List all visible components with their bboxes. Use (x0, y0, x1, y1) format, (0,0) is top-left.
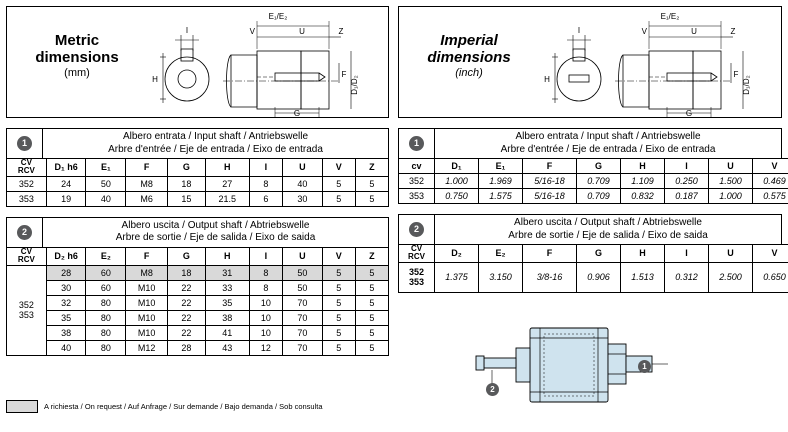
cell-e2: 3.150 (479, 262, 523, 292)
imperial-label-h: H (544, 75, 550, 84)
cell-h: 38 (205, 310, 249, 325)
metric-label-g: G (293, 109, 301, 118)
cell-u: 70 (282, 325, 322, 340)
table-row (7, 325, 389, 340)
cell-i: 10 (249, 310, 282, 325)
cv-group-353: 353 (408, 277, 425, 288)
header-d2: D₂ (435, 245, 479, 263)
cell-d2: 1.375 (435, 262, 479, 292)
header-cv-rcv (399, 245, 435, 263)
cell-u: 70 (282, 295, 322, 310)
header-u: U (282, 247, 322, 265)
cell-e1: 1.575 (479, 189, 523, 204)
metric-label-h: H (152, 75, 158, 84)
metric-section2-header (6, 217, 389, 247)
cell-e1: 40 (86, 191, 126, 206)
cell-u: 30 (282, 191, 322, 206)
cell-v: 5 (322, 310, 355, 325)
footnote-swatch (6, 400, 38, 413)
cell-f: 5/16-18 (523, 189, 577, 204)
imperial-section2-title-line1: Albero uscita / Output shaft / Abtriebswelle (514, 217, 702, 228)
cell-i: 12 (249, 340, 282, 355)
cell-i: 6 (249, 191, 282, 206)
cell-i: 8 (249, 176, 282, 191)
header-z: Z (355, 159, 388, 177)
cell-d2: 35 (46, 310, 86, 325)
table-header-row (399, 245, 788, 263)
cell-g: 0.709 (577, 189, 621, 204)
header-f: F (126, 247, 168, 265)
cell-g: 0.709 (577, 174, 621, 189)
cell-i: 8 (249, 280, 282, 295)
header-cv-rcv (7, 247, 47, 265)
cell-f: M10 (126, 325, 168, 340)
cell-e2: 80 (86, 325, 126, 340)
cell-g: 18 (168, 176, 206, 191)
cell-d2: 40 (46, 340, 86, 355)
imperial-section2-badge-cell (399, 215, 435, 244)
cell-v: 5 (322, 191, 355, 206)
header-f: F (523, 245, 577, 263)
header-i: I (665, 245, 709, 263)
row-cv-group (7, 265, 47, 355)
cell-v: 5 (322, 340, 355, 355)
metric-label-i: I (185, 26, 189, 35)
metric-title-unit: (mm) (64, 66, 90, 79)
cell-h: 33 (205, 280, 249, 295)
cell-i: 10 (249, 325, 282, 340)
metric-output-shaft-table (6, 247, 389, 356)
cell-g: 18 (168, 265, 206, 280)
cell-z: 5 (355, 340, 388, 355)
cell-v: 5 (322, 280, 355, 295)
imperial-label-f: F (733, 70, 739, 79)
imperial-section2-titles (435, 215, 781, 244)
cell-z: 5 (355, 265, 388, 280)
cell-g: 22 (168, 325, 206, 340)
metric-section1-header (6, 128, 389, 158)
table-row (7, 280, 389, 295)
cell-h: 35 (205, 295, 249, 310)
header-i: I (249, 247, 282, 265)
cell-v: 0.469 (753, 174, 788, 189)
cell-f: M6 (126, 191, 168, 206)
cell-z: 5 (355, 176, 388, 191)
metric-section2-title-line1: Albero uscita / Output shaft / Abtriebswelle (121, 219, 310, 231)
cell-v: 5 (322, 265, 355, 280)
metric-label-z: Z (338, 27, 344, 36)
header-d1: D₁ (435, 159, 479, 174)
metric-section2-badge-cell (7, 218, 43, 247)
imperial-section1-title-line1: Albero entrata / Input shaft / Antriebswelle (515, 131, 701, 142)
cell-i: 10 (249, 295, 282, 310)
header-e2: E₂ (86, 247, 126, 265)
header-g: G (168, 247, 206, 265)
cell-v: 5 (322, 295, 355, 310)
imperial-label-e1e2: E₁/E₂ (660, 12, 680, 21)
table-row (399, 174, 788, 189)
cell-i: 0.250 (665, 174, 709, 189)
cell-v: 0.650 (753, 262, 788, 292)
imperial-title-line1: Imperial (440, 32, 498, 49)
cell-v: 5 (322, 325, 355, 340)
header-f: F (126, 159, 168, 177)
imperial-section2-title-line2: Arbre de sortie / Eje de salida / Eixo de saida (508, 229, 708, 241)
metric-input-shaft-table (6, 158, 389, 207)
cell-d2: 30 (46, 280, 86, 295)
footnote-text: A richiesta / On request / Auf Anfrage / Sur demande / Bajo demanda / Sob consulta (44, 402, 323, 411)
cell-h: 0.832 (621, 189, 665, 204)
section-number-badge: 1 (17, 136, 32, 151)
cell-h: 27 (205, 176, 249, 191)
header-g: G (168, 159, 206, 177)
cell-h: 21.5 (205, 191, 249, 206)
table-row (7, 191, 389, 206)
imperial-diagram-panel (398, 6, 782, 118)
header-z: Z (355, 247, 388, 265)
imperial-label-v: V (641, 27, 647, 36)
row-cv: 353 (399, 189, 435, 204)
metric-section2-titles (43, 218, 388, 247)
pump-input-badge: 1 (638, 360, 651, 373)
cell-d2: 38 (46, 325, 86, 340)
metric-diagram-panel (6, 6, 389, 118)
header-d2: D₂ h6 (46, 247, 86, 265)
cell-z: 5 (355, 191, 388, 206)
cv-group-352: 352 (18, 300, 34, 311)
metric-column (6, 6, 389, 356)
cell-e1: 1.969 (479, 174, 523, 189)
header-i: I (665, 159, 709, 174)
cell-u: 50 (282, 280, 322, 295)
metric-title-line2: dimensions (35, 48, 119, 66)
imperial-shaft-drawing (527, 7, 777, 119)
metric-label-v: V (249, 27, 255, 36)
section-number-badge: 2 (17, 225, 32, 240)
imperial-label-z: Z (730, 27, 736, 36)
row-cv: 352 (399, 174, 435, 189)
metric-panel-title (17, 33, 137, 79)
cell-u: 1.500 (709, 174, 753, 189)
header-h: H (621, 245, 665, 263)
header-rcv-label: RCV (17, 255, 35, 265)
cell-u: 2.500 (709, 262, 753, 292)
header-f: F (523, 159, 577, 174)
header-cv: cv (399, 159, 435, 174)
table-row (399, 262, 788, 292)
cell-g: 15 (168, 191, 206, 206)
cell-i: 0.312 (665, 262, 709, 292)
cell-d1: 0.750 (435, 189, 479, 204)
header-h: H (205, 159, 249, 177)
header-v: V (753, 159, 788, 174)
cell-f: M8 (126, 265, 168, 280)
table-row (7, 295, 389, 310)
imperial-section1-titles (435, 129, 781, 158)
cell-h: 43 (205, 340, 249, 355)
header-rcv-label: RCV (17, 166, 35, 176)
footnote (6, 400, 389, 413)
cell-h: 41 (205, 325, 249, 340)
cell-u: 70 (282, 340, 322, 355)
metric-label-f: F (341, 70, 347, 79)
cell-u: 70 (282, 310, 322, 325)
table-row (7, 176, 389, 191)
cell-e2: 80 (86, 340, 126, 355)
section-number-badge: 1 (409, 136, 424, 151)
cell-e2: 80 (86, 295, 126, 310)
cell-u: 1.000 (709, 189, 753, 204)
cv-group-353: 353 (18, 310, 34, 321)
metric-label-d1d2: D₁/D₂ (350, 75, 359, 95)
metric-section1-title-line1: Albero entrata / Input shaft / Antriebswelle (122, 131, 309, 142)
header-e2: E₂ (479, 245, 523, 263)
imperial-section1-title-line2: Arbre d'entrée / Eje de entrada / Eixo de entrada (500, 143, 716, 155)
table-row (7, 340, 389, 355)
imperial-section1-badge-cell (399, 129, 435, 158)
header-v: V (322, 159, 355, 177)
cell-e2: 60 (86, 280, 126, 295)
imperial-label-d1d2: D₁/D₂ (742, 75, 751, 95)
cell-d1: 1.000 (435, 174, 479, 189)
header-v: V (322, 247, 355, 265)
header-g: G (577, 245, 621, 263)
cell-g: 22 (168, 280, 206, 295)
cell-h: 31 (205, 265, 249, 280)
cell-g: 22 (168, 310, 206, 325)
header-u: U (709, 159, 753, 174)
cell-h: 1.109 (621, 174, 665, 189)
imperial-label-i: I (577, 26, 581, 35)
header-u: U (709, 245, 753, 263)
metric-label-u: U (299, 27, 305, 36)
imperial-output-shaft-table (398, 244, 788, 293)
table-header-row (7, 247, 389, 265)
metric-shaft-drawing (135, 7, 385, 119)
imperial-column (398, 6, 786, 293)
cell-f: M10 (126, 295, 168, 310)
cell-u: 40 (282, 176, 322, 191)
header-v: V (753, 245, 788, 263)
table-row (7, 265, 389, 280)
pump-output-badge: 2 (486, 383, 499, 396)
cell-d1: 19 (46, 191, 86, 206)
imperial-input-shaft-table (398, 158, 788, 204)
cell-f: M10 (126, 280, 168, 295)
imperial-title-unit: (inch) (455, 66, 483, 79)
cell-f: M8 (126, 176, 168, 191)
cell-f: M12 (126, 340, 168, 355)
cell-d1: 24 (46, 176, 86, 191)
cell-z: 5 (355, 310, 388, 325)
pump-assembly-drawing (470, 310, 700, 428)
cell-e2: 80 (86, 310, 126, 325)
cell-e1: 50 (86, 176, 126, 191)
header-d1: D₁ h6 (46, 159, 86, 177)
imperial-panel-title (409, 33, 529, 79)
metric-section1-badge-cell (7, 129, 43, 158)
row-cv-group (399, 262, 435, 292)
imperial-label-u: U (691, 27, 697, 36)
row-cv: 352 (7, 176, 47, 191)
cv-group-352: 352 (408, 267, 425, 278)
cell-d2: 28 (46, 265, 86, 280)
header-cv-label: CV (410, 244, 423, 253)
cell-v: 5 (322, 176, 355, 191)
metric-title-line1: Metric (54, 32, 100, 49)
header-h: H (621, 159, 665, 174)
cell-g: 0.906 (577, 262, 621, 292)
imperial-title-line2: dimensions (427, 48, 511, 66)
cell-z: 5 (355, 280, 388, 295)
imperial-section2-header (398, 214, 782, 244)
cell-v: 0.575 (753, 189, 788, 204)
header-cv-label: CV (20, 158, 32, 167)
header-e1: E₁ (86, 159, 126, 177)
header-h: H (205, 247, 249, 265)
header-cv-label: CV (20, 246, 32, 256)
metric-section1-title-line2: Arbre d'entrée / Eje de entrada / Eixo de entrada (108, 143, 323, 155)
header-u: U (282, 159, 322, 177)
header-g: G (577, 159, 621, 174)
cell-g: 28 (168, 340, 206, 355)
cell-e2: 60 (86, 265, 126, 280)
cell-f: 5/16-18 (523, 174, 577, 189)
metric-section1-titles (43, 129, 388, 158)
cell-i: 8 (249, 265, 282, 280)
section-number-badge: 2 (409, 222, 424, 237)
metric-label-e1e2: E₁/E₂ (268, 12, 288, 21)
imperial-label-g: G (685, 109, 693, 118)
row-cv: 353 (7, 191, 47, 206)
header-cv-rcv (7, 159, 47, 177)
header-i: I (249, 159, 282, 177)
cell-h: 1.513 (621, 262, 665, 292)
table-row (399, 189, 788, 204)
cell-z: 5 (355, 325, 388, 340)
cell-f: M10 (126, 310, 168, 325)
cell-g: 22 (168, 295, 206, 310)
imperial-section1-header (398, 128, 782, 158)
cell-u: 50 (282, 265, 322, 280)
cell-i: 0.187 (665, 189, 709, 204)
cell-d2: 32 (46, 295, 86, 310)
table-header-row (7, 159, 389, 177)
header-e1: E₁ (479, 159, 523, 174)
cell-f: 3/8-16 (523, 262, 577, 292)
header-rcv-label: RCV (408, 252, 425, 262)
table-header-row (399, 159, 788, 174)
metric-section2-title-line2: Arbre de sortie / Eje de salida / Eixo de saida (115, 232, 316, 244)
cell-z: 5 (355, 295, 388, 310)
table-row (7, 310, 389, 325)
